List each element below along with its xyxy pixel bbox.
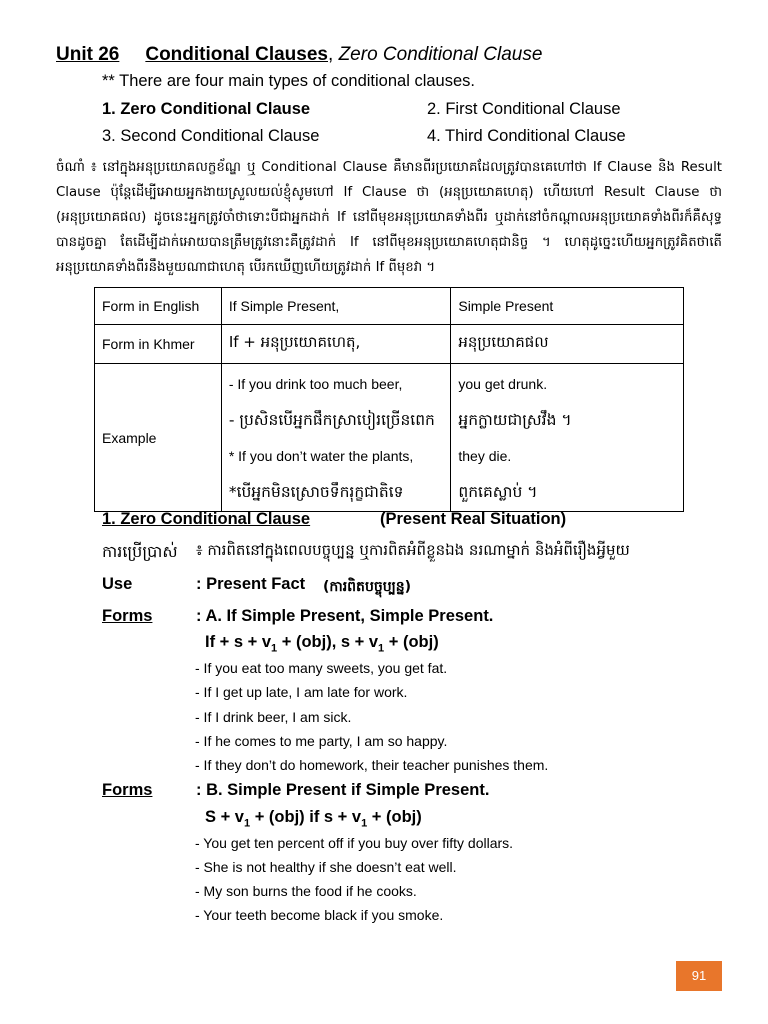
table-row-example xyxy=(95,364,684,512)
forms-a-text: : A. If Simple Present, Simple Present. xyxy=(196,607,494,625)
example-sentence: - If I get up late, I am late for work. xyxy=(195,684,408,700)
table-row xyxy=(95,325,684,364)
example-sentence: - My son burns the food if he cooks. xyxy=(195,883,417,899)
section-title: 1. Zero Conditional Clause xyxy=(102,510,311,528)
example-sentence: - If you eat too many sweets, you get fat. xyxy=(195,660,448,676)
example-line: * If you don’t water the plants, xyxy=(228,447,414,464)
table-row-label: Example xyxy=(95,364,222,512)
section-situation: (Present Real Situation) xyxy=(380,510,567,528)
forms-a-formula: $If + s + v_1 + (obj)$, $s + v_1 + (obj)$ xyxy=(205,633,439,655)
unit-label: Unit 26 xyxy=(56,44,120,65)
table-row-label: Form in English xyxy=(95,288,222,325)
page-number: 91 xyxy=(676,961,722,991)
forms-a-label: Forms xyxy=(102,607,153,625)
example-line: ពួកគេស្លាប់ ។ xyxy=(458,482,538,501)
note-paragraph: ចំណាំ ៖ នៅក្នុងអនុប្រយោគលក្ខខ័ណ្ឌ ឬ Conditional Clause គឺមានពីរប្រយោគដែលត្រូវបានគេហៅថា If Clause និង Result Clause ប៉ុន្តែដើម្បីអោយអ្នកងាយស្រួលយល់ខ្ញុំសូមហៅ If Clause ថា (អនុប្រយោគហេតុ) ហើយហៅ Result Clause ថា (អនុប្រយោគផល) ដូចនេះអ្នកត្រូវចាំថាទោះបីជាអ្នកដាក់ If នៅពីមុខអនុប្រយោគទាំងពីរ ឬដាក់នៅចំកណ្តាលអនុប្រយោគទាំងពីរក៏គឺសុទ្ធបានដូចគ្នា តែដើម្បីដាក់អោយបានត្រឹមត្រូវនោះគឺត្រូវដាក់ If នៅពីមុខអនុប្រយោគហេតុជានិច្ច ។ ហេតុដូច្នេះហើយអ្នកត្រូវគិតថាតើអនុប្រយោគទាំងពីរនឹងមួយណាជាហេតុ បើរកឃើញហើយត្រូវដាក់ If ពីមុខវា ។ xyxy=(56,160,722,275)
table-row-label: Form in Khmer xyxy=(95,325,222,364)
table-cell: អនុប្រយោគផល xyxy=(451,325,684,364)
use-text: : Present Fact xyxy=(196,575,306,593)
section-heading xyxy=(102,510,310,529)
forms-b-label: Forms xyxy=(102,781,153,799)
forms-table xyxy=(94,287,684,512)
example-line: - If you drink too much beer, xyxy=(228,375,403,392)
example-sentence: - If he comes to me party, I am so happy. xyxy=(195,733,448,749)
topic-title: Conditional Clauses xyxy=(145,44,328,65)
table-cell: If Simple Present, xyxy=(221,288,451,325)
table-cell: If + អនុប្រយោគហេតុ, xyxy=(221,325,451,364)
intro-text: ** There are four main types of conditional clauses. xyxy=(102,72,475,90)
example-cell-result xyxy=(451,364,684,512)
example-sentence: - If I drink beer, I am sick. xyxy=(195,709,352,725)
example-line: អ្នកក្លាយជាស្រវឹង ។ xyxy=(458,410,572,429)
example-sentence: - She is not healthy if she doesn’t eat well. xyxy=(195,859,457,875)
example-sentence: - If they don’t do homework, their teacher punishes them. xyxy=(195,757,549,773)
type-item-1: 1. Zero Conditional Clause xyxy=(102,100,311,118)
example-line: *បើអ្នកមិនស្រោចទឹករុក្ខជាតិទេ xyxy=(228,482,404,501)
example-sentence: - Your teeth become black if you smoke. xyxy=(195,907,444,923)
table-row xyxy=(95,288,684,325)
title-separator: , xyxy=(328,44,334,65)
use-khmer: (ការពិតបច្ចុប្បន្ន) xyxy=(323,579,412,595)
example-cell-if xyxy=(221,364,451,512)
type-item-3: 3. Second Conditional Clause xyxy=(102,127,320,145)
forms-b-text: : B. Simple Present if Simple Present. xyxy=(196,781,490,799)
subtopic-title: Zero Conditional Clause xyxy=(338,44,543,65)
example-line: - ប្រសិនបើអ្នកផឹកស្រាបៀរច្រើនពេក xyxy=(228,410,435,429)
usage-text: ៖ ការពិតនៅក្នុងពេលបច្ចុប្បន្ន ឬការពិតអំពីខ្លួនឯង នរណាម្នាក់ និងអំពីរឿងអ្វីមួយ xyxy=(196,541,630,559)
forms-b-formula: $S + v_1 + (obj)$ if $s + v_1 + (obj)$ xyxy=(205,808,422,830)
usage-label: ការប្រើប្រាស់ xyxy=(102,542,178,561)
type-item-4: 4. Third Conditional Clause xyxy=(427,127,626,145)
example-sentence: - You get ten percent off if you buy over fifty dollars. xyxy=(195,835,514,851)
type-item-2: 2. First Conditional Clause xyxy=(427,100,621,118)
table-cell: Simple Present xyxy=(451,288,684,325)
page-title xyxy=(56,44,542,66)
example-line: you get drunk. xyxy=(458,375,548,392)
example-line: they die. xyxy=(458,447,512,464)
use-label: Use xyxy=(102,575,133,593)
